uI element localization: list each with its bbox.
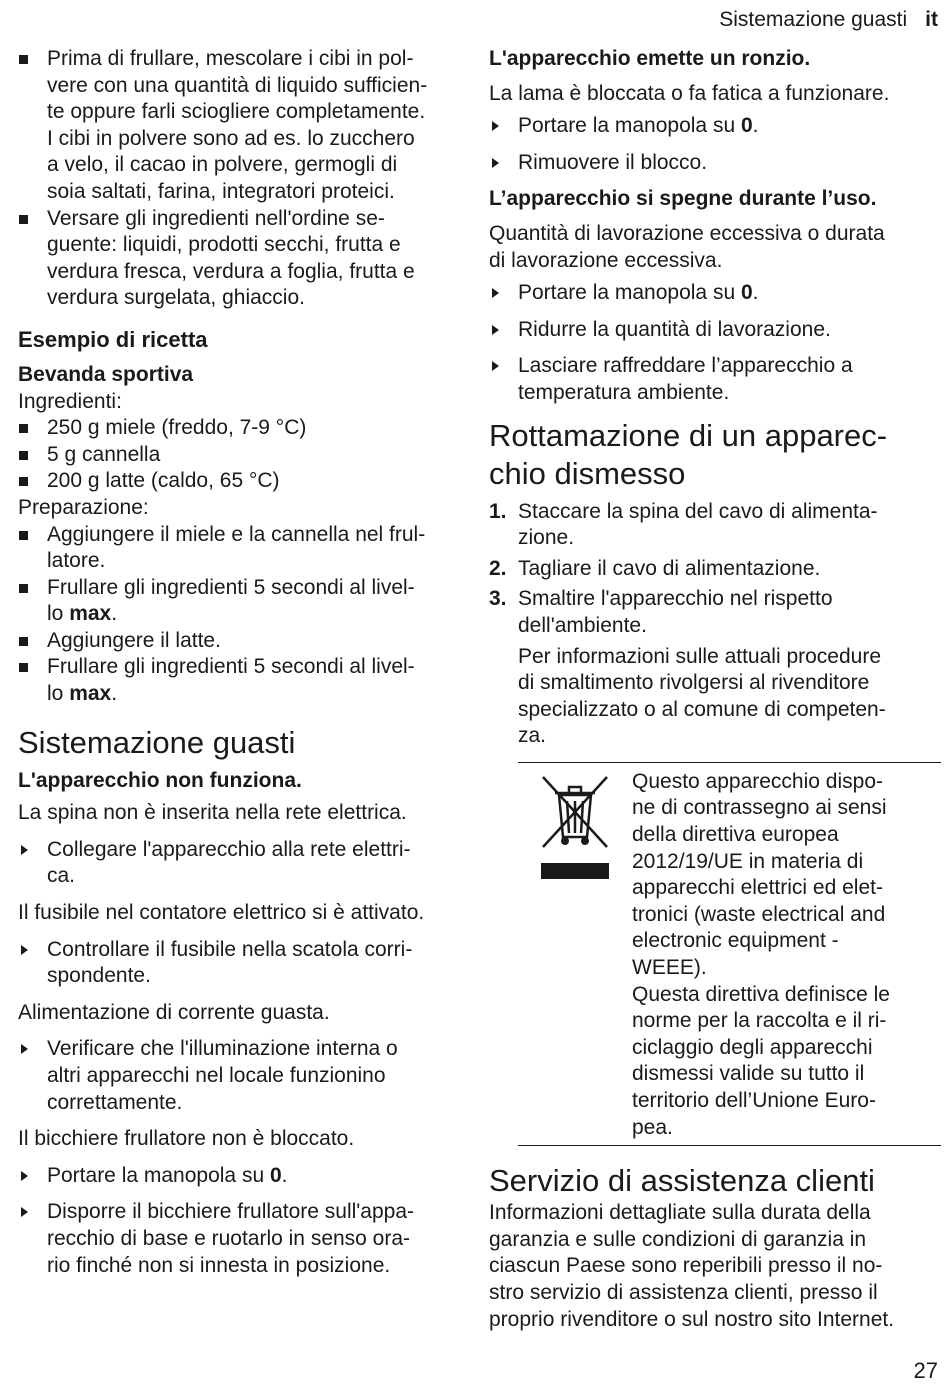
fault-title: L'apparecchio emette un ronzio. xyxy=(489,47,811,70)
fault-cause: Il fusibile nel contatore elettrico si è attivato. xyxy=(18,901,425,925)
action-list xyxy=(18,837,470,890)
list-item: Aggiungere il miele e la cannella nel frul- latore. xyxy=(18,522,470,575)
ingredients-label: Ingredienti: xyxy=(18,389,122,413)
list-item: Prima di frullare, mescolare i cibi in pol- vere con una quantità di liquido sufficien- te oppure farli sciogliere completamente. I cibi in polvere sono ad es. lo zucchero a velo, il cacao in polvere, germogli di soia saltati, farina, integratori proteici. xyxy=(18,46,470,206)
list-item: 5 g cannella xyxy=(18,442,470,469)
action-list xyxy=(18,1036,470,1116)
page-number: 27 xyxy=(913,1358,938,1383)
list-item: Versare gli ingredienti nell'ordine se- guente: liquidi, prodotti secchi, frutta e verdura fresca, verdura a foglia, frutta e verdura surgelata, ghiaccio. xyxy=(18,206,470,312)
action-item: Portare la manopola su 0. xyxy=(489,280,941,307)
list-item: 250 g miele (freddo, 7-9 °C) xyxy=(18,415,470,442)
disposal-steps xyxy=(489,499,941,640)
action-item: Portare la manopola su 0. xyxy=(18,1163,470,1190)
action-item: Ridurre la quantità di lavorazione. xyxy=(489,317,941,344)
preparation-list xyxy=(18,522,470,708)
action-item: Collegare l'apparecchio alla rete elettri- ca. xyxy=(18,837,470,890)
intro-bullets xyxy=(18,46,470,312)
weee-notice xyxy=(518,762,941,1146)
list-item: Aggiungere il latte. xyxy=(18,628,470,655)
action-item: Controllare il fusibile nella scatola corri- spondente. xyxy=(18,937,470,990)
disposal-title: Rottamazione di un apparec- chio dismesso xyxy=(489,417,888,491)
action-item: Verificare che l'illuminazione interna o altri apparecchi nel locale funzionino correttamente. xyxy=(18,1036,470,1116)
crossed-out-bin-icon xyxy=(539,771,611,881)
action-list xyxy=(18,937,470,990)
action-list xyxy=(489,113,941,176)
fault-cause: La lama è bloccata o fa fatica a funzionare. xyxy=(489,81,890,105)
disposal-note: Per informazioni sulle attuali procedure di smaltimento rivolgersi al rivenditore specializzato o al comune di competen- za. xyxy=(518,644,886,748)
right-column xyxy=(489,46,941,1333)
service-text: Informazioni dettagliate sulla durata della garanzia e sulle condizioni di garanzia in ciascun Paese sono reperibili presso il no- stro servizio di assistenza clienti, presso il proprio rivenditore o sul nostro sito Internet. xyxy=(489,1201,895,1331)
fault-title: L’apparecchio si spegne durante l’uso. xyxy=(489,187,877,211)
list-item: 2. Tagliare il cavo di alimentazione. xyxy=(489,556,821,580)
list-item: Frullare gli ingredienti 5 secondi al livel- lo max. xyxy=(18,654,470,707)
running-header xyxy=(719,8,938,32)
weee-text: Questo apparecchio dispo- ne di contrassegno ai sensi della direttiva europea 2012/19/UE in materia di apparecchi elettrici ed elet- tronici (waste electrical and electronic equipment - WEEE). Questa direttiva definisce le norme per la raccolta e il ri- ciclaggio degli apparecchi dismessi valide su tutto il territorio dell’Unione Euro- pea. xyxy=(632,769,890,1139)
list-item: 1. Staccare la spina del cavo di alimenta- zione. xyxy=(489,499,878,550)
troubleshooting-title: Sistemazione guasti xyxy=(18,724,296,760)
left-column xyxy=(18,46,470,1289)
list-item: Frullare gli ingredienti 5 secondi al livel- lo max. xyxy=(18,575,470,628)
header-language: it xyxy=(925,8,938,31)
fault-cause: Il bicchiere frullatore non è bloccato. xyxy=(18,1127,355,1151)
preparation-label: Preparazione: xyxy=(18,495,149,519)
fault-cause: Alimentazione di corrente guasta. xyxy=(18,1000,330,1024)
fault-cause: La spina non è inserita nella rete elettrica. xyxy=(18,801,407,825)
fault-cause: Quantità di lavorazione eccessiva o durata di lavorazione eccessiva. xyxy=(489,221,885,272)
list-item: 3. Smaltire l'apparecchio nel rispetto dell'ambiente. xyxy=(489,587,833,637)
fault-title: L'apparecchio non funziona. xyxy=(18,768,302,792)
action-item: Portare la manopola su 0. xyxy=(489,113,941,140)
action-item: Lasciare raffreddare l’apparecchio a temperatura ambiente. xyxy=(489,353,941,406)
service-title: Servizio di assistenza clienti xyxy=(489,1163,875,1199)
action-list xyxy=(18,1163,470,1279)
recipe-name: Bevanda sportiva xyxy=(18,362,194,386)
recipe-heading: Esempio di ricetta xyxy=(18,326,208,352)
list-item: 200 g latte (caldo, 65 °C) xyxy=(18,468,470,495)
action-list xyxy=(489,280,941,406)
action-item: Rimuovere il blocco. xyxy=(489,150,941,177)
ingredients-list xyxy=(18,415,470,495)
action-item: Disporre il bicchiere frullatore sull'appa- recchio di base e ruotarlo in senso ora- rio finché non si innesta in posizione. xyxy=(18,1199,470,1279)
header-section: Sistemazione guasti xyxy=(719,8,908,31)
